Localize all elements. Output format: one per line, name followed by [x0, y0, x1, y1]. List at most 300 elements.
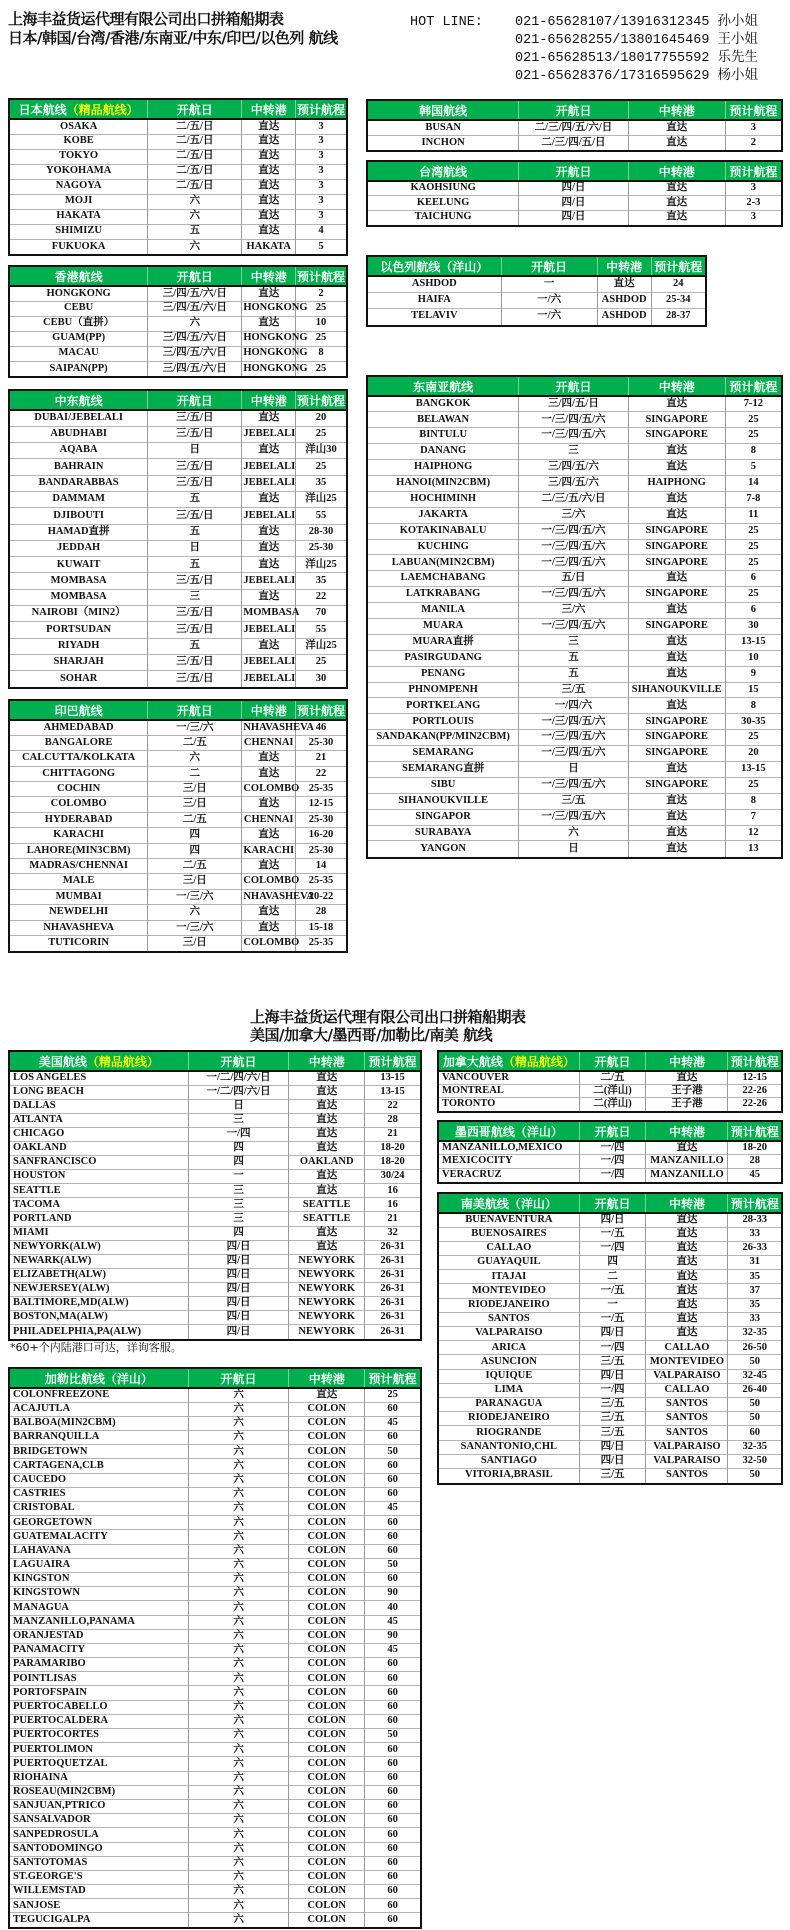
transit-days: 25-35: [296, 782, 346, 797]
transship-port: CHENNAI: [242, 812, 296, 827]
route-name: 加拿大航线: [442, 1054, 503, 1069]
transship-port: KARACHI: [242, 843, 296, 858]
transship-port: COLON: [289, 1714, 365, 1728]
sailing-days: 六: [188, 1885, 288, 1899]
sailing-days: 一/四: [579, 1383, 646, 1397]
sailing-days: 一/三/六: [148, 889, 242, 904]
table-row: [368, 825, 781, 841]
transship-port: 直达: [242, 797, 296, 812]
transship-port: HONGKONG: [242, 331, 296, 346]
port-name: TUTICORIN: [10, 935, 148, 950]
port-name: PANAMACITY: [10, 1643, 188, 1657]
transship-port: 直达: [242, 119, 296, 134]
sailing-days: 六: [148, 209, 242, 224]
table-row: [10, 224, 346, 239]
transship-port-header: 中转港: [628, 101, 725, 120]
transit-days: 60: [365, 1913, 420, 1927]
transship-port: 直达: [242, 209, 296, 224]
sailing-days: 六: [188, 1431, 288, 1445]
route-title: [10, 1052, 188, 1071]
port-name: PORTLOUIS: [368, 714, 519, 730]
port-name: KUWAIT: [10, 557, 148, 573]
transship-port: 直达: [242, 410, 296, 426]
schedule-table-hongkong: [8, 265, 348, 378]
sailing-days: 四/日: [579, 1454, 646, 1468]
port-name: PUERTOQUETZAL: [10, 1757, 188, 1771]
transit-days: 30: [725, 618, 781, 634]
sailing-days: 一/三/四/五/六: [519, 714, 628, 730]
sailing-days: 一/四: [188, 1127, 288, 1141]
port-name: SANTIAGO: [439, 1454, 579, 1468]
transship-port: 直达: [628, 666, 725, 682]
table-row: [10, 1544, 420, 1558]
transit-days: 60: [365, 1814, 420, 1828]
port-name: ELIZABETH(ALW): [10, 1268, 188, 1282]
table-row: [10, 1127, 420, 1141]
sailing-days: 三/四/五/六: [519, 475, 628, 491]
sailing-days: 四/日: [579, 1213, 646, 1227]
transit-days: 28: [296, 905, 346, 920]
table-row: [439, 1440, 781, 1454]
port-name: HAIFA: [368, 292, 501, 308]
sailing-days: 四/日: [519, 196, 628, 211]
sailing-days: 五: [148, 224, 242, 239]
sailing-days: 六: [519, 825, 628, 841]
transit-time-header: 预计航程: [296, 100, 346, 119]
transit-days: 55: [296, 622, 346, 638]
transship-port: JEBELALI: [242, 654, 296, 670]
transship-port: SEATTLE: [289, 1212, 365, 1226]
transit-days: 5: [296, 239, 346, 254]
transit-days: 25-30: [296, 812, 346, 827]
port-name: MUARA直拼: [368, 634, 519, 650]
sailing-days: 三/四/五/六/日: [148, 301, 242, 316]
route-name: 香港航线: [54, 269, 103, 284]
schedule-table: [439, 1122, 781, 1182]
transit-days: 25: [296, 331, 346, 346]
table-row: [10, 1828, 420, 1842]
table-row: [10, 1156, 420, 1170]
port-name: HAIPHONG: [368, 460, 519, 476]
table-row: [10, 179, 346, 194]
schedule-table: [10, 1052, 420, 1339]
transit-days: 6: [725, 603, 781, 619]
hotline-label: HOT LINE:: [410, 15, 483, 30]
transit-days: 25-30: [296, 843, 346, 858]
table-row: [368, 210, 781, 225]
port-name: HYDERABAD: [10, 812, 148, 827]
page-title: 上海丰益货运代理有限公司出口拼箱船期表: [8, 10, 284, 28]
port-name: IQUIQUE: [439, 1369, 579, 1383]
transship-port: 直达: [242, 589, 296, 605]
transship-port: 直达: [628, 135, 725, 150]
table-row: [10, 1700, 420, 1714]
schedule-table-india: [8, 699, 348, 953]
transit-days: 60: [365, 1885, 420, 1899]
port-name: TOKYO: [10, 149, 148, 164]
transship-port: 直达: [242, 766, 296, 781]
transit-days: 3: [296, 194, 346, 209]
transship-port: SINGAPORE: [628, 555, 725, 571]
transship-port: SINGAPORE: [628, 523, 725, 539]
port-name: BARRANQUILLA: [10, 1431, 188, 1445]
table-row: [368, 777, 781, 793]
port-name: VANCOUVER: [442, 1071, 509, 1083]
table-row: [10, 1473, 420, 1487]
transship-port: 直达: [628, 120, 725, 135]
port-name: CHITTAGONG: [10, 766, 148, 781]
table-header-row: [439, 1052, 781, 1071]
transship-port: MONTEVIDEO: [646, 1355, 728, 1369]
transit-days: 22: [296, 589, 346, 605]
table-row: [368, 292, 705, 308]
port-name: PUERTOCALDERA: [10, 1714, 188, 1728]
sailing-day-header: 开航日: [188, 1369, 288, 1388]
sailing-days: 六: [188, 1445, 288, 1459]
port-name: SEMARANG: [368, 746, 519, 762]
transit-days: 32-50: [728, 1454, 781, 1468]
transit-days: 20: [296, 410, 346, 426]
port-name: MONTEVIDEO: [439, 1284, 579, 1298]
transship-port: HONGKONG: [242, 346, 296, 361]
transship-port: COLON: [289, 1785, 365, 1799]
table-row: [10, 1268, 420, 1282]
table-header-row: [10, 391, 346, 410]
port-name: BANGKOK: [415, 397, 471, 409]
sailing-days: 四/日: [188, 1268, 288, 1282]
table-row: [10, 1254, 420, 1268]
port-name: HAMAD直拼: [10, 524, 148, 540]
port-name: ATLANTA: [10, 1113, 188, 1127]
table-row: [10, 589, 346, 605]
transit-days: 10: [725, 650, 781, 666]
transship-port: 直达: [646, 1141, 728, 1155]
sailing-days: 三/日: [148, 935, 242, 950]
port-name: SANANTONIO,CHL: [439, 1440, 579, 1454]
port-name: CEBU: [10, 301, 148, 316]
table-header-row: [10, 100, 346, 119]
table-header-row: [368, 162, 781, 181]
transship-port: OAKLAND: [289, 1156, 365, 1170]
sailing-days: 六: [188, 1714, 288, 1728]
transit-days: 25: [365, 1388, 420, 1402]
table-row: [10, 286, 346, 301]
transship-port-header: 中转港: [242, 267, 296, 286]
transit-time-header: 预计航程: [725, 101, 781, 120]
transit-days: 18-20: [365, 1141, 420, 1155]
transit-days: 25: [725, 523, 781, 539]
sailing-days: 六: [188, 1502, 288, 1516]
transship-port: 直达: [628, 809, 725, 825]
transship-port: COLON: [289, 1757, 365, 1771]
port-name: AHMEDABAD: [43, 721, 114, 733]
transship-port: MOMBASA: [242, 606, 296, 622]
port-name: SANPEDROSULA: [10, 1828, 188, 1842]
sailing-days: 三/五: [579, 1397, 646, 1411]
transit-days: 3: [296, 179, 346, 194]
transship-port: COLON: [289, 1672, 365, 1686]
port-name: RIYADH: [10, 638, 148, 654]
transship-port: COLON: [289, 1601, 365, 1615]
table-row: [10, 164, 346, 179]
transit-time-header: 预计航程: [728, 1122, 781, 1141]
transit-days: 50: [728, 1412, 781, 1426]
table-header-row: [10, 1052, 420, 1071]
port-name: MUARA: [368, 618, 519, 634]
port-name: SINGAPOR: [368, 809, 519, 825]
transship-port: COLON: [289, 1615, 365, 1629]
table-row: [368, 793, 781, 809]
transit-days: 16: [365, 1198, 420, 1212]
sailing-days: 一/二/四/六/日: [188, 1085, 288, 1099]
transit-days: 60: [728, 1426, 781, 1440]
sailing-days: 六: [188, 1814, 288, 1828]
port-name: SIHANOUKVILLE: [368, 793, 519, 809]
transit-days: 90: [365, 1629, 420, 1643]
sailing-day-header: 开航日: [501, 257, 597, 276]
transship-port: COLON: [289, 1828, 365, 1842]
sailing-days: 一: [188, 1170, 288, 1184]
port-name: NEWJERSEY(ALW): [10, 1282, 188, 1296]
page-subtitle: 日本/韩国/台湾/香港/东南亚/中东/印巴/以色列 航线: [8, 29, 338, 47]
sailing-days: 四/日: [519, 210, 628, 225]
sailing-days: 六: [188, 1686, 288, 1700]
hotline-contact: 021-65628107/13916312345 孙小姐: [515, 15, 759, 30]
transit-days: 洋山30: [296, 443, 346, 459]
port-name: RIODEJANEIRO: [439, 1412, 579, 1426]
transit-days: 3: [296, 149, 346, 164]
table-row: [10, 1502, 420, 1516]
table-row: [10, 905, 346, 920]
table-row: [10, 459, 346, 475]
sailing-day-header: 开航日: [579, 1122, 646, 1141]
route-name: 韩国航线: [419, 103, 468, 118]
transit-days: 26-31: [365, 1268, 420, 1282]
table-row: [368, 746, 781, 762]
transit-days: 25: [725, 412, 781, 428]
sailing-days: 一/三/四/五/六: [519, 539, 628, 555]
transship-port: COLOMBO: [242, 782, 296, 797]
transship-port: COLON: [289, 1729, 365, 1743]
table-row: [10, 1085, 420, 1099]
transit-days: 3: [725, 120, 781, 135]
transship-port: SINGAPORE: [628, 412, 725, 428]
transit-days: 26-31: [365, 1254, 420, 1268]
transit-days: 18-20: [365, 1156, 420, 1170]
transship-port: SEATTLE: [289, 1198, 365, 1212]
table-row: [10, 1445, 420, 1459]
transship-port: 直达: [646, 1213, 728, 1227]
table-row: [10, 410, 346, 426]
schedule-table: [368, 377, 781, 857]
table-row: [10, 766, 346, 781]
sailing-days: 三/日: [148, 797, 242, 812]
section2-subtitle: 美国/加拿大/墨西哥/加勒比/南美 航线: [250, 1026, 493, 1044]
port-name: TACOMA: [10, 1198, 188, 1212]
table-row: [10, 1672, 420, 1686]
transship-port: 直达: [597, 276, 651, 292]
table-row: [10, 119, 346, 134]
sailing-days: 六: [188, 1516, 288, 1530]
table-row: [10, 1325, 420, 1339]
transship-port-header: 中转港: [289, 1052, 365, 1071]
transit-days: 3: [725, 210, 781, 225]
sailing-days: 三/五/日: [148, 459, 242, 475]
table-row: [439, 1241, 781, 1255]
transship-port: 直达: [628, 460, 725, 476]
transit-days: 60: [365, 1431, 420, 1445]
table-row: [10, 1402, 420, 1416]
port-name: CARTAGENA,CLB: [10, 1459, 188, 1473]
table-row: [439, 1298, 781, 1312]
table-row: [10, 1842, 420, 1856]
transit-days: 50: [728, 1355, 781, 1369]
sailing-days: 一/三/四/五/六: [519, 746, 628, 762]
table-row: [368, 120, 781, 135]
table-row: [10, 209, 346, 224]
sailing-days: 六: [188, 1799, 288, 1813]
table-row: [10, 1170, 420, 1184]
transit-days: 13: [725, 841, 781, 857]
route-name: 墨西哥航线（洋山）: [454, 1124, 563, 1139]
transship-port: COLON: [289, 1899, 365, 1913]
transship-port: 直达: [289, 1170, 365, 1184]
table-row: [10, 920, 346, 935]
transit-days: 6: [725, 571, 781, 587]
sailing-days: 三/五/日: [148, 508, 242, 524]
port-name: MANILA: [368, 603, 519, 619]
table-row: [10, 874, 346, 889]
transit-days: 26-40: [728, 1383, 781, 1397]
transit-days: 50: [365, 1729, 420, 1743]
port-name: SHIMIZU: [10, 224, 148, 239]
port-name: PHILADELPHIA,PA(ALW): [10, 1325, 188, 1339]
transit-days: 12-15: [296, 797, 346, 812]
transit-days: 28-33: [728, 1213, 781, 1227]
sailing-days: 一/三/四/五/六: [519, 809, 628, 825]
transit-days: 60: [365, 1516, 420, 1530]
transship-port: HAKATA: [242, 239, 296, 254]
port-name: FUKUOKA: [10, 239, 148, 254]
transit-days: 45: [728, 1168, 781, 1182]
route-name: 加勒比航线（洋山）: [44, 1371, 153, 1386]
transship-port-header: 中转港: [646, 1052, 728, 1071]
transit-days: 60: [365, 1799, 420, 1813]
schedule-table: [10, 701, 346, 951]
table-row: [10, 1071, 420, 1085]
port-name: ORANJESTAD: [10, 1629, 188, 1643]
transship-port: NEWYORK: [289, 1311, 365, 1325]
sailing-days: 六: [188, 1828, 288, 1842]
transship-port: COLON: [289, 1445, 365, 1459]
sailing-days: 一/六: [501, 292, 597, 308]
port-name: CRISTOBAL: [10, 1502, 188, 1516]
table-row: [10, 1431, 420, 1445]
table-row: [10, 316, 346, 331]
table-row: [10, 1113, 420, 1127]
transit-days: 30-35: [725, 714, 781, 730]
transit-days: 50: [728, 1397, 781, 1411]
port-name: SAIPAN(PP): [10, 361, 148, 376]
transship-port: COLON: [289, 1516, 365, 1530]
transship-port: SINGAPORE: [628, 746, 725, 762]
transit-days: 55: [296, 508, 346, 524]
transship-port: MANZANILLO: [646, 1168, 728, 1182]
port-name: BUENAVENTURA: [465, 1214, 553, 1226]
sailing-days: 三/四/五/日: [519, 396, 628, 412]
transship-port: 直达: [289, 1226, 365, 1240]
transit-days: 8: [725, 698, 781, 714]
table-row: [439, 1369, 781, 1383]
table-row: [368, 491, 781, 507]
sailing-days: 一/二/四/六/日: [188, 1071, 288, 1085]
table-row: [10, 1870, 420, 1884]
transit-days: 60: [365, 1658, 420, 1672]
transit-time-header: 预计航程: [725, 377, 781, 396]
schedule-table-seasia: [366, 375, 783, 859]
table-row: [368, 428, 781, 444]
table-row: [10, 508, 346, 524]
sailing-days: 六: [188, 1402, 288, 1416]
transship-port: 直达: [242, 316, 296, 331]
sailing-days: 三/四/五/六/日: [148, 286, 242, 301]
transit-days: 11: [725, 507, 781, 523]
transship-port: COLON: [289, 1544, 365, 1558]
port-name: MALE: [10, 874, 148, 889]
table-row: [368, 650, 781, 666]
transit-days: 22-26: [728, 1084, 781, 1097]
transit-days: 8: [725, 444, 781, 460]
port-name: CALCUTTA/KOLKATA: [10, 751, 148, 766]
table-row: [10, 1311, 420, 1325]
sailing-days: 一/四: [579, 1341, 646, 1355]
port-name: BRIDGETOWN: [10, 1445, 188, 1459]
sailing-days: 日: [188, 1099, 288, 1113]
transit-days: 60: [365, 1530, 420, 1544]
table-row: [439, 1327, 781, 1341]
port-name: YANGON: [368, 841, 519, 857]
transit-days: 90: [365, 1587, 420, 1601]
sailing-days: 二/五/日: [148, 179, 242, 194]
table-row: [10, 720, 346, 735]
port-name: ABUDHABI: [10, 426, 148, 442]
sailing-day-header: 开航日: [519, 101, 628, 120]
transship-port: COLON: [289, 1431, 365, 1445]
transship-port: 直达: [628, 634, 725, 650]
table-row: [439, 1256, 781, 1270]
transit-days: 25-35: [296, 935, 346, 950]
port-name: GUATEMALACITY: [10, 1530, 188, 1544]
route-title: [439, 1052, 579, 1071]
transship-port: 直达: [242, 179, 296, 194]
transship-port: COLON: [289, 1459, 365, 1473]
port-name: KINGSTOWN: [10, 1587, 188, 1601]
port-name: SEMARANG直拼: [368, 761, 519, 777]
transit-days: 60: [365, 1572, 420, 1586]
table-row: [10, 557, 346, 573]
section2-title: 上海丰益货运代理有限公司出口拼箱船期表: [250, 1008, 526, 1026]
transit-days: 45: [365, 1615, 420, 1629]
transit-days: 70: [296, 606, 346, 622]
table-row: [368, 603, 781, 619]
transship-port: JEBELALI: [242, 508, 296, 524]
table-row: [10, 812, 346, 827]
sailing-days: 二/五: [148, 859, 242, 874]
route-title: [10, 391, 148, 410]
sailing-days: 一/三/六: [148, 920, 242, 935]
table-row: [368, 682, 781, 698]
transit-time-header: 预计航程: [728, 1194, 781, 1213]
